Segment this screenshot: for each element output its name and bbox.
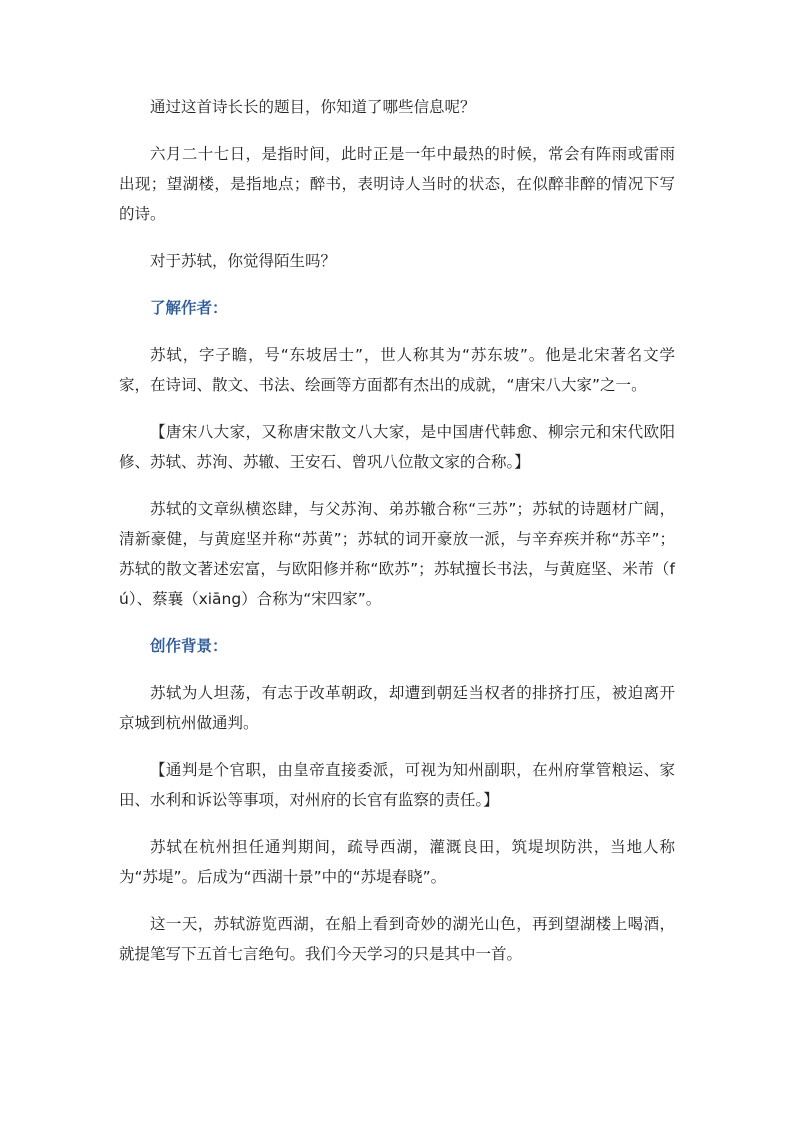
note-eight-masters: 【唐宋八大家，又称唐宋散文八大家，是中国唐代韩愈、柳宗元和宋代欧阳修、苏轼、苏洵、苏辙、王安石、曾巩八位散文家的合称。】 [119,423,675,471]
paragraph-author-achievements: 苏轼的文章纵横恣肆，与父苏洵、弟苏辙合称“三苏”；苏轼的诗题材广阔，清新豪健，与黄庭坚并称“苏黄”；苏轼的词开豪放一派，与辛弃疾并称“苏辛”；苏轼的散文著述宏富，与欧阳修并称“欧苏”；苏轼擅长书法，与黄庭坚、米芾（fú）、蔡襄（xiāng）合称为“宋四家”。 [119,500,675,608]
question-title-info: 通过这首诗长长的题目，你知道了哪些信息呢？ [150,98,476,116]
document-page [119,92,675,986]
note-tongpan: 【通判是个官职，由皇帝直接委派，可视为知州副职，在州府掌管粮运、家田、水利和诉讼等事项，对州府的长官有监察的责任。】 [119,761,675,809]
paragraph-su-causeway: 苏轼在杭州担任通判期间，疏导西湖，灌溉良田，筑堤坝防洪，当地人称为“苏堤”。后成为“西湖十景”中的“苏堤春晓”。 [119,838,675,886]
paragraph-title-explanation: 六月二十七日，是指时间，此时正是一年中最热的时候，常会有阵雨或雷雨出现；望湖楼，是指地点；醉书，表明诗人当时的状态，在似醉非醉的情况下写的诗。 [119,145,675,223]
paragraph-author-intro: 苏轼，字子瞻，号“东坡居士”，世人称其为“苏东坡”。他是北宋著名文学家，在诗词、散文、书法、绘画等方面都有杰出的成就，“唐宋八大家”之一。 [119,346,675,394]
section-heading-background: 创作背景： [150,637,228,655]
paragraph-background-hangzhou: 苏轼为人坦荡，有志于改革朝政，却遭到朝廷当权者的排挤打压，被迫离开京城到杭州做通判。 [119,684,675,732]
question-about-su-shi: 对于苏轼，你觉得陌生吗？ [150,252,337,270]
section-heading-author: 了解作者： [150,299,228,317]
paragraph-poem-origin: 这一天，苏轼游览西湖，在船上看到奇妙的湖光山色，再到望湖楼上喝酒，就提笔写下五首七言绝句。我们今天学习的只是其中一首。 [119,915,675,963]
